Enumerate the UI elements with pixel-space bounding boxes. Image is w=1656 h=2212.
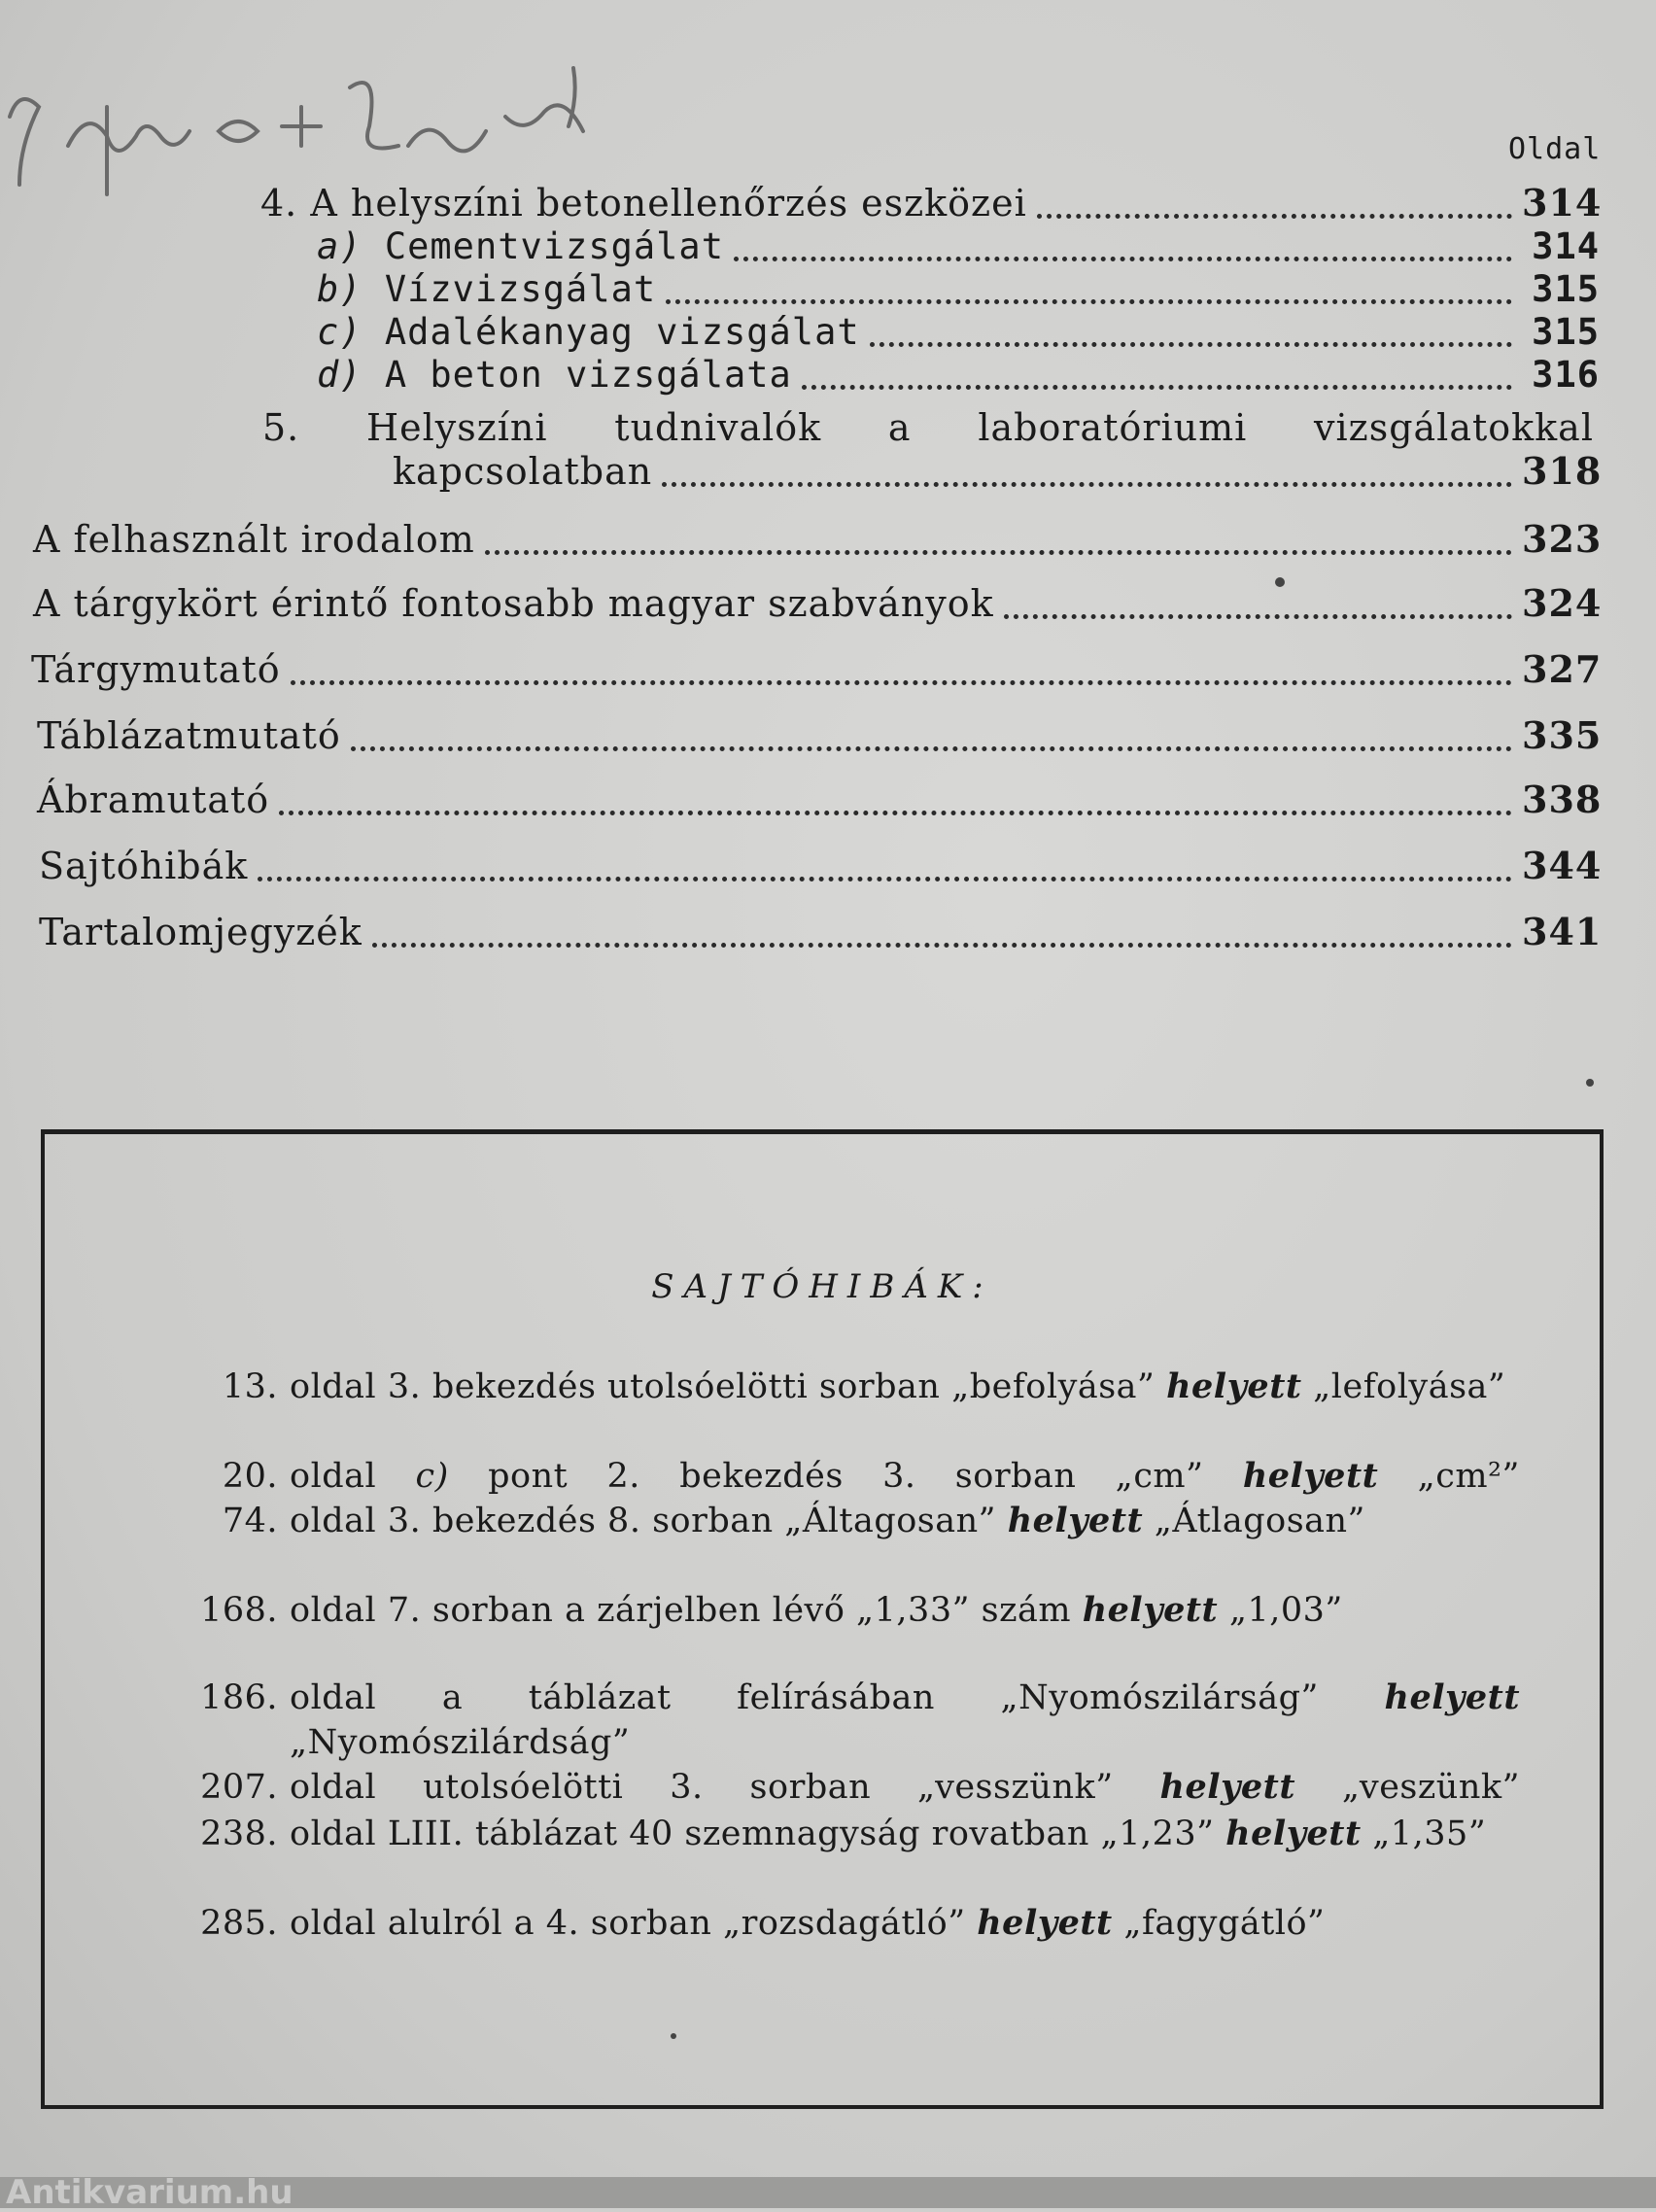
errata-correction: „1,35”: [1372, 1815, 1487, 1853]
toc-entry[interactable]: [39, 844, 1603, 887]
speck: [671, 2033, 676, 2039]
errata-original: oldal 3. bekezdés 8. sorban „Áltagosan”: [290, 1502, 997, 1540]
errata-entry: [132, 1454, 1522, 1499]
leader-dots: [666, 280, 1512, 304]
errata-original: pont 2. bekezdés 3. sorban „cm”: [488, 1457, 1204, 1496]
errata-original: oldal 7. sorban a zárjelben lévő „1,33” szám: [290, 1591, 1072, 1630]
leader-dots: [372, 923, 1512, 948]
toc-entry-label: Cementvizsgálat: [384, 225, 724, 267]
errata-entry: [132, 1588, 1522, 1677]
errata-text: [290, 1812, 1520, 1856]
errata-correction: „fagygátló”: [1123, 1904, 1326, 1943]
errata-italic-ref: c): [415, 1457, 449, 1496]
errata-page-number: 168.: [200, 1591, 278, 1630]
leader-dots: [662, 463, 1512, 487]
errata-helyett: helyett: [977, 1903, 1113, 1943]
toc-entry-page: 335: [1522, 713, 1603, 757]
toc-entry[interactable]: [39, 910, 1603, 953]
toc-entry-label: kapcsolatban: [393, 450, 653, 493]
errata-correction: „veszünk”: [1341, 1768, 1520, 1807]
page-column-header: Oldal: [1508, 132, 1602, 166]
speck: [1586, 1079, 1594, 1087]
toc-entry-label: Sajtóhibák: [39, 845, 249, 887]
errata-correction: „Nyomószilárdság”: [290, 1723, 631, 1762]
speck: [1275, 577, 1285, 587]
leader-dots: [1004, 595, 1512, 619]
leader-dots: [1037, 194, 1512, 219]
errata-page-number: 13.: [222, 1367, 278, 1406]
leader-dots: [734, 237, 1512, 261]
toc-entry-page: 341: [1522, 910, 1603, 953]
toc-entry-page: 316: [1532, 354, 1600, 396]
toc-entry-label: A tárgykört érintő fontosabb magyar szabványok: [33, 582, 994, 625]
errata-helyett: helyett: [1225, 1814, 1362, 1853]
errata-page-number: 186.: [200, 1678, 278, 1717]
toc-entry-page: 315: [1532, 311, 1600, 353]
toc-entry-label: Tárgymutató: [31, 648, 281, 691]
errata-correction: „lefolyása”: [1313, 1367, 1506, 1406]
toc-subentry[interactable]: [317, 268, 1600, 310]
toc-entry[interactable]: [260, 181, 1603, 225]
toc-entry-label: Ábramutató: [37, 778, 270, 821]
errata-original: oldal a táblázat felírásában „Nyomószilárság”: [290, 1678, 1319, 1717]
errata-box: [41, 1129, 1604, 2109]
toc-entry[interactable]: [33, 517, 1603, 561]
errata-helyett: helyett: [1007, 1501, 1144, 1540]
toc-entry-label: Tartalomjegyzék: [39, 911, 362, 953]
errata-entry: [132, 1812, 1522, 1901]
svg-text:puha + kenés: puha + kenés: [39, 216, 107, 226]
toc-entry-page: 338: [1522, 778, 1603, 821]
errata-helyett: helyett: [1242, 1456, 1379, 1496]
toc-entry-label: Adalékanyag vizsgálat: [384, 311, 860, 353]
errata-text: [290, 1676, 1520, 1765]
toc-entry-label: 4. A helyszíni betonellenőrzés eszközei: [260, 182, 1027, 225]
toc-subentry-letter: b): [317, 268, 362, 310]
toc-subentry-letter: a): [317, 225, 362, 267]
errata-page-number: 238.: [200, 1815, 278, 1853]
errata-entry: [132, 1901, 1522, 1990]
errata-helyett: helyett: [1082, 1590, 1219, 1630]
leader-dots: [870, 323, 1512, 347]
errata-text: [290, 1765, 1520, 1810]
toc-entry[interactable]: [33, 581, 1603, 625]
errata-original: oldal alulról a 4. sorban „rozsdagátló”: [290, 1904, 966, 1943]
toc-entry-label: Táblázatmutató: [37, 714, 341, 757]
errata-correction: „cm²”: [1417, 1457, 1520, 1496]
errata-text: [290, 1365, 1520, 1409]
toc-entry-page: 324: [1522, 581, 1603, 625]
errata-original: oldal utolsóelötti 3. sorban „vesszünk”: [290, 1768, 1114, 1807]
toc-entry[interactable]: [31, 647, 1603, 691]
toc-entry[interactable]: [393, 449, 1603, 493]
errata-entry: [132, 1499, 1522, 1588]
errata-entry: [132, 1676, 1522, 1765]
toc-subentry[interactable]: [317, 354, 1600, 396]
errata-helyett: helyett: [1166, 1366, 1302, 1406]
errata-text: [290, 1499, 1520, 1543]
errata-correction: „Átlagosan”: [1154, 1502, 1365, 1540]
leader-dots: [279, 791, 1512, 815]
errata-page-number: 74.: [222, 1502, 278, 1540]
toc-subentry-letter: c): [317, 311, 362, 353]
errata-page-number: 285.: [200, 1904, 278, 1943]
errata-helyett: helyett: [1384, 1677, 1520, 1717]
errata-text: [290, 1454, 1520, 1499]
toc-entry-label: A felhasznált irodalom: [33, 518, 475, 561]
toc-subentry[interactable]: [317, 311, 1600, 353]
errata-text: [290, 1901, 1520, 1946]
errata-original: oldal LIII. táblázat 40 szemnagyság rovatban „1,23”: [290, 1815, 1215, 1853]
errata-page-number: 20.: [222, 1457, 278, 1496]
toc-entry[interactable]: [37, 778, 1603, 821]
toc-entry[interactable]: [37, 713, 1603, 757]
errata-correction: „1,03”: [1228, 1591, 1343, 1630]
errata-page-number: 207.: [200, 1768, 278, 1807]
leader-dots: [258, 857, 1512, 881]
toc-entry-page: 323: [1522, 517, 1603, 561]
errata-original: oldal 3. bekezdés utolsóelötti sorban „befolyása”: [290, 1367, 1156, 1406]
toc-entry-page: 315: [1532, 268, 1600, 310]
leader-dots: [351, 727, 1512, 751]
toc-entry-label: A beton vizsgálata: [384, 354, 792, 396]
toc-entry-label: Vízvizsgálat: [384, 268, 657, 310]
errata-original: oldal: [290, 1457, 377, 1496]
errata-title: SAJTÓHIBÁK:: [651, 1267, 993, 1306]
leader-dots: [485, 531, 1512, 555]
errata-helyett: helyett: [1159, 1767, 1295, 1807]
errata-text: [290, 1588, 1520, 1633]
toc-entry-page: 327: [1522, 647, 1603, 691]
toc-subentry-letter: d): [317, 354, 362, 396]
leader-dots: [802, 365, 1512, 390]
toc-entry-line1: 5. Helyszíni tudnivalók a laboratóriumi vizsgálatokkal: [262, 406, 1594, 449]
errata-entry: [132, 1365, 1522, 1454]
toc-entry-page: 318: [1522, 449, 1603, 493]
toc-entry-page: 314: [1532, 225, 1600, 267]
errata-entry: [132, 1765, 1522, 1810]
toc-entry-page: 314: [1522, 181, 1603, 225]
leader-dots: [291, 661, 1512, 685]
toc-entry-page: 344: [1522, 844, 1603, 887]
toc-subentry[interactable]: [317, 225, 1600, 267]
watermark: Antikvarium.hu: [6, 2173, 293, 2212]
